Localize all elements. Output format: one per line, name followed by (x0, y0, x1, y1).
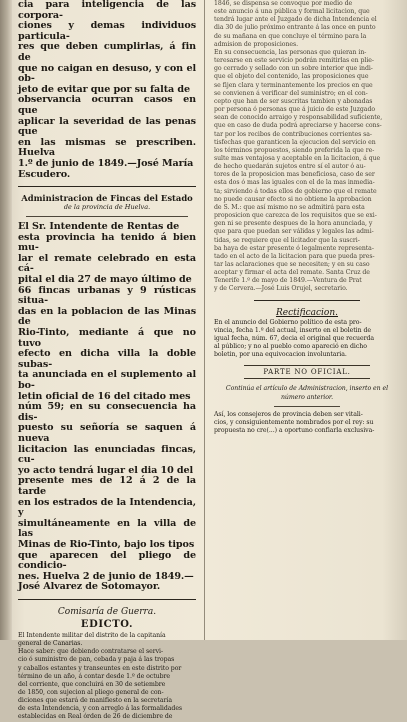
right-paragraph-2: En el anuncio del Gobierno político de esta pro- vincia, fecha 1.º del actual, inserto en el boletin de igual fecha, núm. 67, decia el original que recuerda al público; y no al pueblo como apareció en dicho boletin, por una equivocacion involuntaria. (214, 318, 375, 359)
boxed-section-title: PARTE NO OFICIAL. (244, 365, 370, 379)
right-paragraph-3: Continúa el artículo de Administracion, inserto en el número anterior. (225, 385, 389, 401)
section-rule-short (26, 216, 188, 217)
section-rule (254, 300, 360, 301)
section-rule (18, 599, 196, 600)
section-header: Administracion de Fincas del Estado (21, 193, 193, 204)
right-paragraph-1: 1846, se dispensa se convoque por medio de este anuncio á una pública y formal licitacion, que tendrá lugar ante el Juzgado de dicha Intendencia el dia 30 de julio próximo entrante á las once en punto de su mañana en que concluye el término para la admision de proposiciones. En su consecuencia, las personas que quieran in- teresarse en este servicio podrán remitirlas en plie- go cerrado y sellado con un sobre interior que indi- que el objeto del contenido, las proposiciones que se fijen clara y terminantemente los precios en que se convienen á verificar del suministro; en el con- cepto que han de ser suscritas tambien y abonadas por persona ó personas que á juicio de este Juzgado sean de conocido arraigo y responsabilidad suficiente, que en caso de duda podrá apreciarse y hacerse cons- tar por los recibos de contribuciones corrientes sa- tisfechas que garanticen la ejecucion del servicio en los términos propuestos, siendo preferida la que re- sulte mas ventajosa y aceptable en la licitacion, á que de hecho quedarán sujetos entre sí el autor ó au- tores de la proposicion mas beneficiosa, caso de ser esta dos ó mas las iguales con el de la mas inmedia- ta; sirviendo á todas ellos de gobierno que el remate no puede causar efecto si no obtiene la aprobacion de S. M.: que así mismo no se admitirá para esta proposicion que carezca de los requisitos que se exi- gen ni se presente despues de la hora anunciada, y que para que puedan ser válidas y legales las admi- tidas, se requiere que el licitador que la suscri- ba haya de estar presente ó legalmente representa- tado en el acto de la licitacion para que pueda pres- tar las aclaraciones que se necesiten; y en su caso aceptar y firmar el acta del remate. Santa Cruz de Tenerife 1.º de mayo de 1849.—Ventura de Prat y de Cervera.—José Luis Orujel, secretario. (214, 0, 383, 293)
section-subheader: de la provincia de Huelva. (63, 203, 151, 212)
section-rule-short (274, 406, 340, 407)
left-paragraph-3: El Intendente militar del distrito de la capitanía general de Canarias. Hace saber: que debiendo contratarse el servi- cio ó suministro de pan, cebada y paja á las tropas y caballos estantes y transeuntes en este distrito por término de un año, á contar desde 1.º de octubre del corriente, que concluirá en 30 de setiembre de 1850, con sujecion al pliego general de con- diciones que estará de manifiesto en la secretaría de esta Intendencia, y con arreglo á las formalidades establecidas en Real órden de 26 de diciembre de (18, 631, 183, 721)
right-paragraph-4: Así, los consejeros de provincia deben ser vitali- cios, y consiguientemente nombrados por el rey: su propuesta no cre(...) a oportuno confiarla exclusiva- (214, 410, 375, 435)
page-binding-edge (0, 0, 12, 640)
right-column (214, 0, 400, 640)
left-column (18, 0, 197, 721)
edict-title: EDICTO. (80, 618, 134, 630)
section-rule (18, 186, 196, 187)
section-title: Rectificacion. (275, 307, 339, 318)
column-divider (204, 0, 205, 640)
left-paragraph-2: El Sr. Intendente de Rentas de esta provincia ha tenido á bien mu- lar el remate celebrado en esta cá- pital el dia 27 de mayo último de 66 fincas urbanas y 9 rústicas situa- das en la poblacion de las Minas de Rio-Tinto, mediante á que no tuvo efecto en dicha villa la doble subas- ta anunciada en el suplemento al bo- letin oficial de 16 del citado mes núm 59; en su consecuencia ha dis- puesto su señoría se saquen á nueva licitacion las enunciadas fincas, cu- yo acto tendrá lugar el dia 10 del presente mes de 12 á 2 de la tarde en los estrados de la Intendencia, y simultáneamente en la villa de las Minas de Rio-Tinto, bajo los tipos que aparecen del pliego de condicio- nes. Huelva 2 de junio de 1849.— José Alvarez de Sotomayor. (18, 221, 197, 593)
section-title: Comisaría de Guerra. (57, 606, 157, 617)
left-paragraph-1: cia para inteligencia de las corpora- ciones y demas individuos particula- res que deben cumplirlas, á fin de que no caigan en desuso, y con el ob- jeto de evitar que por su falta de observancia ocurran casos en que aplicar la severidad de las penas que en las mismas se prescriben. Huelva 1.º de junio de 1849.—José María Escudero. (18, 0, 196, 180)
